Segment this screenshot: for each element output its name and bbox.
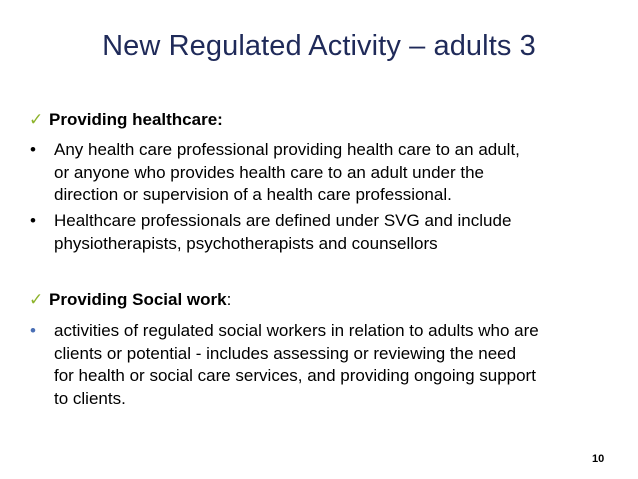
section-heading-social-work [29, 289, 231, 311]
section-heading-suffix: : [226, 290, 232, 309]
bullet-item [30, 139, 520, 207]
page-number: 10 [592, 453, 605, 465]
slide-title: New Regulated Activity – adults 3 [102, 30, 536, 62]
bullet-line: Any health care professional providing health care to an adult, [54, 140, 520, 159]
bullet-line: activities of regulated social workers in relation to adults who are [54, 321, 539, 340]
checkmark-icon: ✓ [29, 110, 44, 129]
bullet-dot-icon: • [30, 211, 36, 230]
bullet-line: direction or supervision of a health care professional. [54, 185, 452, 204]
section-heading-label: Providing healthcare: [49, 110, 223, 129]
section-heading-healthcare [29, 109, 223, 131]
bullet-dot-icon: • [30, 140, 36, 159]
bullet-line: to clients. [54, 388, 126, 408]
bullet-line: or anyone who provides health care to an adult under the [54, 162, 485, 182]
bullet-line: physiotherapists, psychotherapists and counsellors [54, 233, 438, 253]
bullet-line: clients or potential - includes assessing or reviewing the need [54, 343, 517, 363]
bullet-line: Healthcare professionals are defined under SVG and include [54, 211, 512, 230]
section-heading-label: Providing Social work [49, 290, 227, 309]
bullet-line: for health or social care services, and providing ongoing support [54, 366, 536, 385]
bullet-dot-icon: • [30, 321, 36, 340]
bullet-item [30, 210, 512, 255]
bullet-item [30, 320, 539, 410]
checkmark-icon: ✓ [29, 290, 44, 309]
